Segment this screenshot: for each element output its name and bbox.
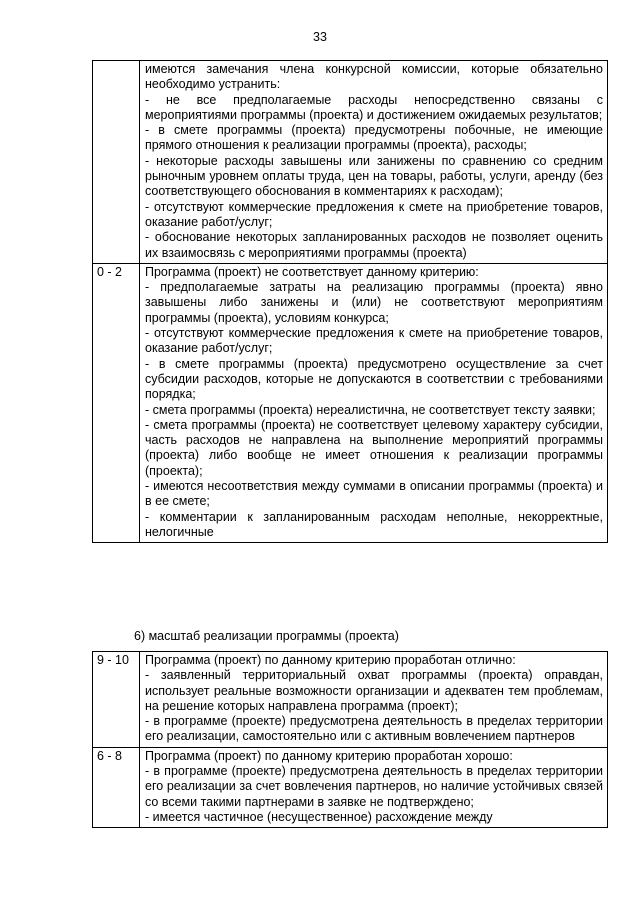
text-line: Программа (проект) по данному критерию проработан хорошо: bbox=[145, 748, 513, 763]
description-cell bbox=[140, 652, 608, 748]
score-cell: 9 - 10 bbox=[93, 652, 140, 748]
score-cell bbox=[93, 61, 140, 264]
text-line: Программа (проект) по данному критерию проработан отлично: bbox=[145, 653, 516, 667]
table-row bbox=[93, 747, 608, 827]
text-line: - в смете программы (проекта) предусмотрено осуществление за счет субсидии расходов, которые не допускаются в соответствии с требованиями порядка; bbox=[145, 356, 603, 402]
text-line: - в смете программы (проекта) предусмотрены побочные, не имеющие прямого отношения к реализации программы (проекта), расходы; bbox=[145, 123, 603, 153]
text-line: - отсутствуют коммерческие предложения к смете на приобретение товаров, оказание работ/услуг; bbox=[145, 326, 603, 356]
section-caption: 6) масштаб реализации программы (проекта) bbox=[134, 629, 399, 643]
text-line: - не все предполагаемые расходы непосредственно связаны с мероприятиями программы (проекта) и достижением ожидаемых результатов; bbox=[145, 92, 603, 122]
text-line: - обоснование некоторых запланированных расходов не позволяет оценить их взаимосвязь с мероприятиями программы (проекта) bbox=[145, 230, 603, 260]
table-row bbox=[93, 263, 608, 542]
text-line: - комментарии к запланированным расходам неполные, некорректные, нелогичные bbox=[145, 509, 603, 539]
text-line: - некоторые расходы завышены или занижены по сравнению со средним рыночным уровнем оплаты труда, цен на товары, работы, услуги, аренду (без соответствующего обоснования в комментариях к расходам); bbox=[145, 153, 603, 199]
description-cell bbox=[140, 263, 608, 542]
text-line: - отсутствуют коммерческие предложения к смете на приобретение товаров, оказание работ/услуг; bbox=[145, 199, 603, 229]
text-line: - смета программы (проекта) не соответствует целевому характеру субсидии, часть расходов не направлена на выполнение мероприятий программы (проекта) либо вообще не имеет отношения к реализации программы (проекта); bbox=[145, 417, 603, 478]
criteria-table-budget bbox=[92, 60, 608, 543]
text-line: Программа (проект) не соответствует данному критерию: bbox=[145, 264, 479, 279]
text-line: - смета программы (проекта) нереалистична, не соответствует тексту заявки; bbox=[145, 402, 596, 417]
text-line: - имеются несоответствия между суммами в описании программы (проекта) и в ее смете; bbox=[145, 479, 603, 509]
text-line: - в программе (проекте) предусмотрена деятельность в пределах территории его реализации за счет вовлечения партнеров, но наличие устойчивых связей со всеми такими партнерами в заявке не подтверждено; bbox=[145, 764, 603, 809]
text-line: имеются замечания члена конкурсной комиссии, которые обязательно необходимо устранить: bbox=[145, 62, 603, 92]
text-line: - предполагаемые затраты на реализацию программы (проекта) явно завышены либо занижены и (или) не соответствуют мероприятиям программы (проекта), условиям конкурса; bbox=[145, 280, 603, 325]
table-row bbox=[93, 652, 608, 748]
page-number: 33 bbox=[313, 30, 327, 44]
score-cell: 6 - 8 bbox=[93, 747, 140, 827]
description-cell bbox=[140, 747, 608, 827]
text-line: - в программе (проекте) предусмотрена деятельность в пределах территории его реализации, самостоятельно или с активным вовлечением партнеров bbox=[145, 714, 603, 744]
criteria-table-scale bbox=[92, 651, 608, 828]
text-line: - имеется частичное (несущественное) расхождение между bbox=[145, 809, 493, 824]
table-row bbox=[93, 61, 608, 264]
text-line: - заявленный территориальный охват программы (проекта) оправдан, использует реальные возможности организации и адекватен тем проблемам, на решение которых направлена программа (проект); bbox=[145, 668, 603, 713]
description-cell bbox=[140, 61, 608, 264]
score-cell: 0 - 2 bbox=[93, 263, 140, 542]
